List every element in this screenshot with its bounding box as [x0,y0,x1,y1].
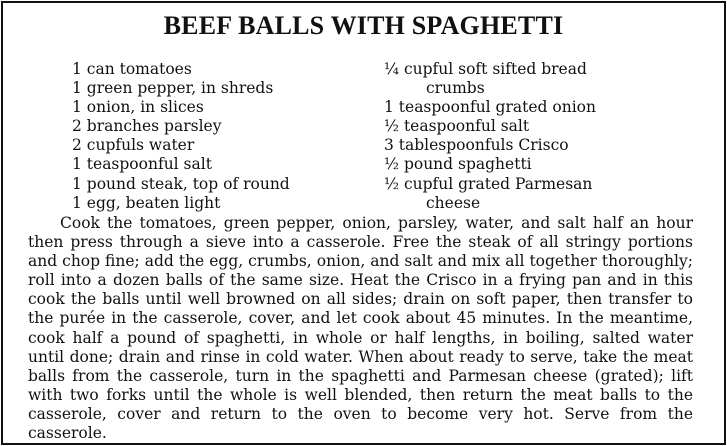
ingredient-item: ½ teaspoonful salt [384,117,530,136]
ingredients-left-column [72,60,362,213]
ingredients-right-column [384,60,684,213]
recipe-card [1,1,726,445]
ingredient-item: 2 branches parsley [72,117,222,136]
ingredient-item: 1 egg, beaten light [72,193,221,212]
ingredient-continuation: crumbs [426,79,485,98]
ingredient-item: 1 can tomatoes [72,60,192,78]
ingredient-item: 3 tablespoonfuls Crisco [384,136,569,155]
ingredient-continuation: cheese [426,193,481,212]
recipe-title: BEEF BALLS WITH SPAGHETTI [163,11,564,40]
ingredient-item: ¼ cupful soft sifted bread [384,60,587,78]
ingredient-item: 1 onion, in slices [72,98,204,117]
ingredient-item: 2 cupfuls water [72,136,195,155]
ingredient-item: 1 teaspoonful grated onion [384,98,596,117]
recipe-method-paragraph: Cook the tomatoes, green pepper, onion, parsley, water, and salt half an hour then press through a sieve into a casserole. Free the steak of all stringy portions and chop fine; add the egg, crumbs, onion, and salt and mix all together thoroughly; roll into a dozen balls of the same size. Heat the Crisco in a frying pan and in this cook the balls until well browned on all sides; drain on soft paper, then transfer to the purée in the casserole, cover, and let cook about 45 minutes. In the meantime, cook half a pound of spaghetti, in whole or half lengths, in boiling, salted water until done; drain and rinse in cold water. When about ready to serve, take the meat balls from the casserole, turn in the spaghetti and Parmesan cheese (grated); lift with two forks until the whole is well blended, then return the meat balls to the casserole, cover and return to the oven to become very hot. Serve from the casserole. [28,214,693,443]
ingredient-item: 1 green pepper, in shreds [72,79,274,98]
ingredient-item: 1 pound steak, top of round [72,174,290,193]
ingredient-item: ½ cupful grated Parmesan [384,174,593,193]
ingredient-item: 1 teaspoonful salt [72,155,212,174]
ingredient-item: ½ pound spaghetti [384,155,532,174]
